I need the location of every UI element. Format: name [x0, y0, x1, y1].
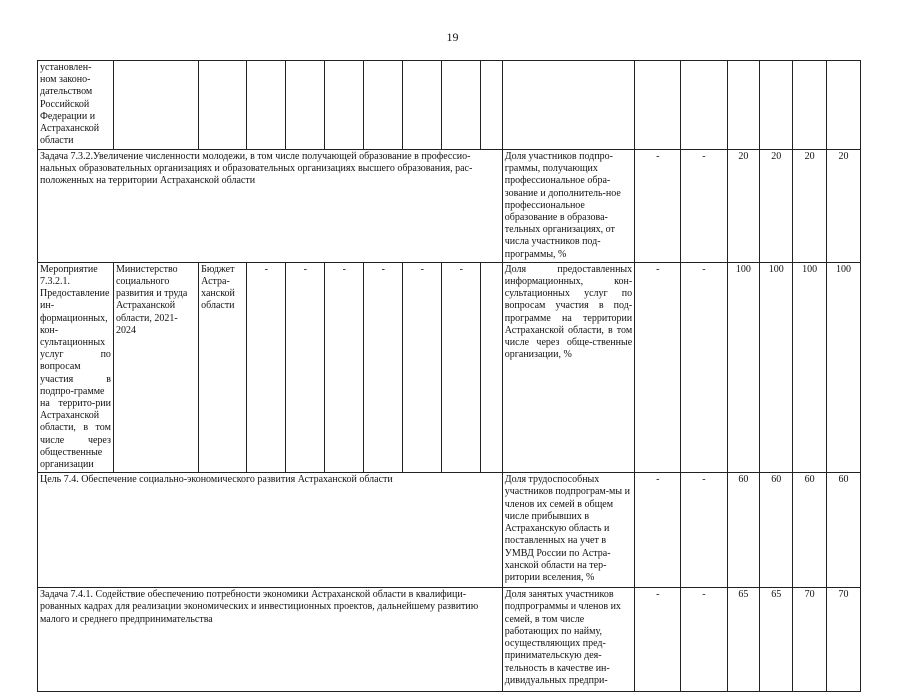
empty-cell — [247, 61, 286, 150]
funding-cell: - — [325, 262, 364, 472]
value-cell: 20 — [793, 150, 827, 263]
empty-cell — [481, 262, 503, 472]
table-row — [38, 61, 861, 150]
executor-cell: Министерство социального развития и труда Астраханской области, 2021-2024 — [113, 262, 198, 472]
value-cell: 100 — [793, 262, 827, 472]
task-cell: Задача 7.3.2.Увеличение численности молодежи, в том числе получающей образование в профессио-нальных образовательных организациях и образовательных организациях высшего образования, рас-положенных на территории Астраханской области — [38, 150, 503, 263]
value-cell: 70 — [793, 588, 827, 692]
value-cell: 60 — [760, 473, 793, 588]
value-cell: - — [635, 473, 681, 588]
value-cell: 60 — [727, 473, 760, 588]
empty-cell — [635, 61, 681, 150]
empty-cell — [403, 61, 442, 150]
value-cell: 20 — [827, 150, 861, 263]
table-row — [38, 473, 861, 588]
value-cell: 70 — [827, 588, 861, 692]
program-table — [37, 60, 861, 692]
value-cell: - — [635, 150, 681, 263]
indicator-cell: Доля предоставленных информационных, кон-сультационных услуг по вопросам участия в под-программе на территории Астраханской области, в том числе через обще-ственные организации, % — [502, 262, 634, 472]
source-cell: Бюджет Астра-ханской области — [199, 262, 247, 472]
value-cell: 60 — [827, 473, 861, 588]
empty-cell — [199, 61, 247, 150]
empty-cell — [481, 61, 503, 150]
value-cell: - — [681, 262, 727, 472]
value-cell: 100 — [827, 262, 861, 472]
task-cell: Задача 7.4.1. Содействие обеспечению потребности экономики Астраханской области в квалифици-рованных кадрах для реализации экономических и инвестиционных проектов, дальнейшему развитию малого и среднего предпринимательства — [38, 588, 503, 692]
funding-cell: - — [364, 262, 403, 472]
value-cell: - — [681, 473, 727, 588]
indicator-cell: Доля занятых участников подпрограммы и членов их семей, в том числе работающих по найму, осуществляющих пред-принимательскую дея-тельность в качестве ин-дивидуальных предпри- — [502, 588, 634, 692]
funding-cell: - — [403, 262, 442, 472]
empty-cell — [827, 61, 861, 150]
table-row — [38, 150, 861, 263]
empty-cell — [502, 61, 634, 150]
indicator-cell: Доля трудоспособных участников подпрограм-мы и членов их семей в общем числе прибывших в Астраханскую область и поставленных на учет в УМВД России по Астра-ханской области на тер-ритории вселения, % — [502, 473, 634, 588]
value-cell: 100 — [760, 262, 793, 472]
event-cell: Мероприятие 7.3.2.1. Предоставление ин-формационных, кон-сультационных услуг по вопросам участия в подпро-грамме на террито-рии Астраханской области, в том числе через общественные организации — [38, 262, 114, 472]
funding-cell: - — [286, 262, 325, 472]
indicator-cell: Доля участников подпро-граммы, получающих профессиональное обра-зование и дополнитель-ное профессиональное образование в образова-тельных организациях, от числа участников под-программы, % — [502, 150, 634, 263]
empty-cell — [286, 61, 325, 150]
value-cell: - — [635, 262, 681, 472]
empty-cell — [793, 61, 827, 150]
empty-cell — [442, 61, 481, 150]
empty-cell — [760, 61, 793, 150]
funding-cell: - — [247, 262, 286, 472]
value-cell: 60 — [793, 473, 827, 588]
funding-cell: - — [442, 262, 481, 472]
empty-cell — [113, 61, 198, 150]
row-top-text: установлен- ном законо- дательством Российской Федерации и Астраханской области — [38, 61, 114, 150]
empty-cell — [727, 61, 760, 150]
value-cell: 65 — [760, 588, 793, 692]
value-cell: - — [681, 588, 727, 692]
empty-cell — [364, 61, 403, 150]
page-number: 19 — [446, 30, 459, 44]
value-cell: 65 — [727, 588, 760, 692]
table-row — [38, 262, 861, 472]
goal-cell: Цель 7.4. Обеспечение социально-экономического развития Астраханской области — [38, 473, 503, 588]
value-cell: 20 — [760, 150, 793, 263]
value-cell: 20 — [727, 150, 760, 263]
value-cell: - — [681, 150, 727, 263]
value-cell: - — [635, 588, 681, 692]
empty-cell — [325, 61, 364, 150]
value-cell: 100 — [727, 262, 760, 472]
empty-cell — [681, 61, 727, 150]
